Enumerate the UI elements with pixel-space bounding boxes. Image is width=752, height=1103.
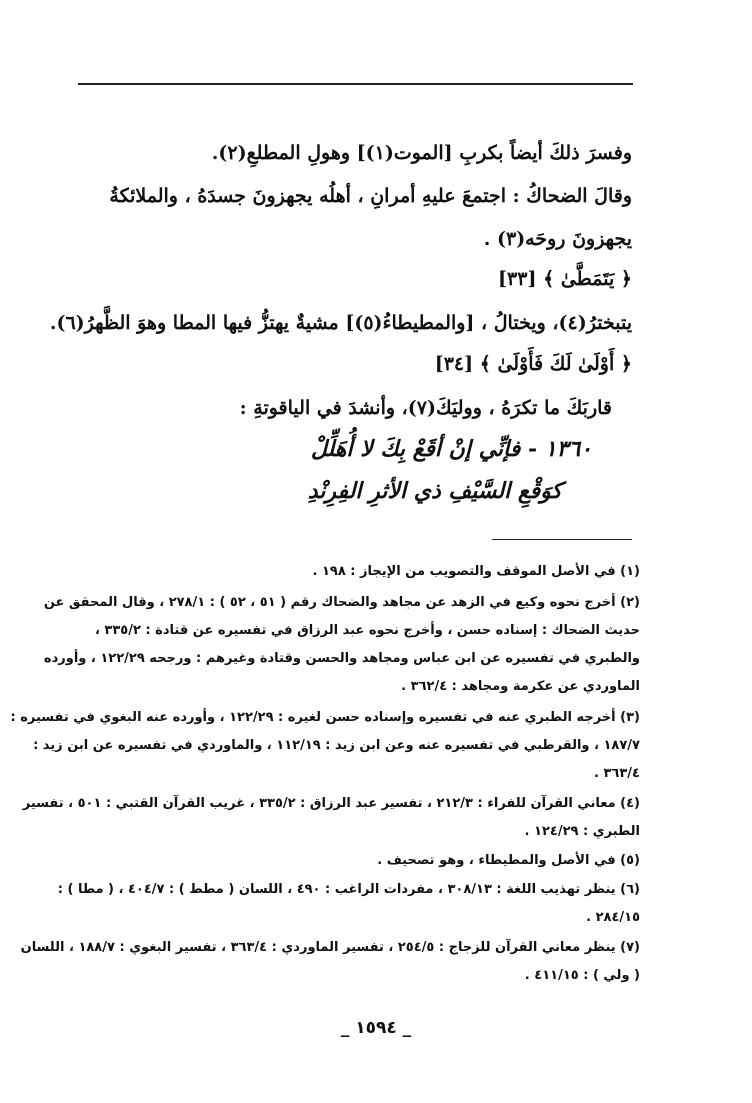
poem-verse-2: كوَقْعِ السَّيْفِ ذي الأثرِ الفِرِنْدِ bbox=[307, 478, 562, 504]
body-line-2: وقالَ الضحاكُ : اجتمعَ عليهِ أمرانِ ، أهلُه يجهزونَ جسدَهُ ، والملائكةُ bbox=[109, 185, 632, 207]
footnote-line: والطبري في تفسيره عن ابن عباس ومجاهد والحسن وقتادة وغيرهم : ورجحه ١٢٢/٢٩ ، وأورده bbox=[43, 651, 640, 666]
footnote-line: ٢٨٤/١٥ . bbox=[586, 910, 640, 925]
footnote-line: الطبري : ١٢٤/٢٩ . bbox=[524, 824, 640, 839]
body-line-5: قاربَكَ ما تكرَهُ ، ووليَكَ(٧)، وأنشدَ في الياقوتةِ : bbox=[239, 397, 612, 419]
body-line-3: يجهزونَ روحَه(٣) . bbox=[483, 228, 632, 250]
header-rule bbox=[78, 83, 633, 85]
footnote-line: الماوردي عن عكرمة ومجاهد : ٣٦٢/٤ . bbox=[401, 679, 640, 694]
footnote-line: (٤) معاني القرآن للفراء : ٢١٢/٣ ، تفسير عبد الرزاق : ٣٣٥/٢ ، غريب القرآن القتبي : ٥٠١ ، تفسير bbox=[22, 796, 640, 811]
footnote-rule bbox=[492, 539, 632, 540]
footnote-line: (٢) أخرج نحوه وكيع في الزهد عن مجاهد والضحاك رقم ( ٥١ ، ٥٢ ) : ٢٧٨/١ ، وقال المحقق عن bbox=[43, 595, 640, 610]
footnote-line: حديث الضحاك : إسناده حسن ، وأخرج نحوه عبد الرزاق في تفسيره عن قتادة : ٣٣٥/٢ ، bbox=[94, 623, 640, 638]
footnote-line: (٧) ينظر معاني القرآن للزجاج : ٢٥٤/٥ ، تفسير الماوردي : ٣٦٣/٤ ، تفسير البغوي : ١٨٨/٧ ، اللسان bbox=[20, 940, 640, 955]
footnote-line: ٣٦٣/٤ . bbox=[594, 766, 640, 781]
poem-verse-1: ١٣٦٠ - فإنِّي إنْ أقَعْ بِكَ لا أُهَلِّلْ bbox=[310, 436, 592, 462]
body-line-4: يتبخترُ(٤)، ويختالُ ، [والمطيطاءُ(٥)] مشيةٌ يهتزُّ فيها المطا وهوَ الظَّهرُ(٦). bbox=[49, 312, 632, 334]
footnote-line: (٣) أخرجه الطبري عنه في تفسيره وإسناده حسن لغيره : ١٢٢/٢٩ ، وأورده عنه البغوي في تفسيره : bbox=[10, 710, 640, 725]
body-line-1: وفسرَ ذلكَ أيضاً بكربِ [الموت(١)] وهولِ المطلعِ(٢). bbox=[211, 142, 632, 164]
verse-heading-34: ﴿ أَوْلَىٰ لَكَ فَأَوْلَىٰ ﴾ [٣٤] bbox=[434, 353, 632, 375]
page-number: _ ١٥٩٤ _ bbox=[340, 1018, 412, 1038]
footnote-line: (١) في الأصل الموقف والتصويب من الإيجاز : ١٩٨ . bbox=[312, 564, 640, 579]
footnote-line: ( ولي ) : ٤١١/١٥ . bbox=[524, 968, 640, 983]
footnote-line: (٦) ينظر تهذيب اللغة : ٣٠٨/١٣ ، مفردات الراغب : ٤٩٠ ، اللسان ( مطط ) : ٤٠٤/٧ ، ( مطا ) : bbox=[57, 882, 640, 897]
footnote-line: (٥) في الأصل والمطيطاء ، وهو تصحيف . bbox=[377, 853, 640, 868]
verse-heading-33: ﴿ يَتَمَطَّىٰ ﴾ [٣٣] bbox=[498, 268, 632, 290]
footnote-line: ١٨٧/٧ ، والقرطبي في تفسيره عنه وعن ابن زيد : ١١٢/١٩ ، والماوردي في تفسيره عن ابن زيد : bbox=[33, 738, 640, 753]
